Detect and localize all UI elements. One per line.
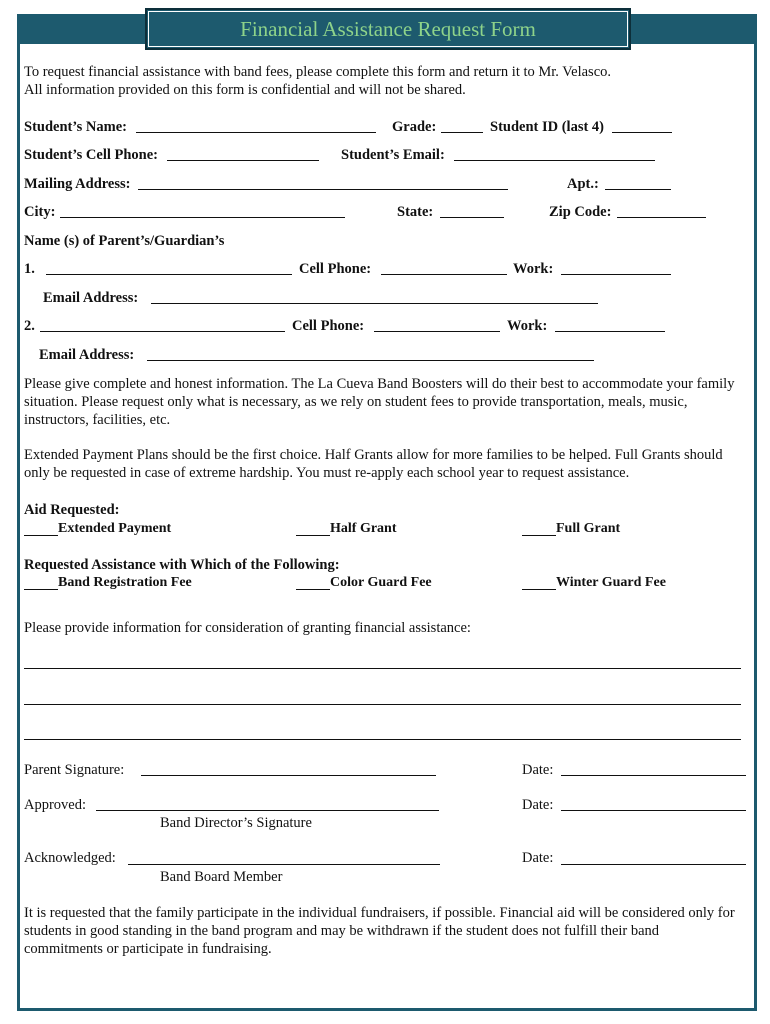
approved-label: Approved: bbox=[24, 797, 87, 813]
consideration-line-2[interactable] bbox=[24, 704, 741, 705]
aid-extended-label: Extended Payment bbox=[58, 521, 172, 536]
acknowledged-signature-field[interactable] bbox=[128, 864, 440, 865]
fee-winterguard-blank[interactable] bbox=[522, 589, 556, 590]
guardian-2-work-label: Work: bbox=[507, 318, 548, 334]
consideration-line-3[interactable] bbox=[24, 739, 741, 740]
acknowledged-label: Acknowledged: bbox=[24, 850, 116, 866]
parent-date-label: Date: bbox=[522, 762, 554, 778]
guardian-2-work-field[interactable] bbox=[555, 331, 665, 332]
student-cell-field[interactable] bbox=[167, 160, 319, 161]
intro-line-1: To request financial assistance with band fees, please complete this form and return it to Mr. Velasco. bbox=[24, 64, 612, 80]
guardian-1-work-label: Work: bbox=[513, 261, 554, 277]
approved-date-label: Date: bbox=[522, 797, 554, 813]
student-email-field[interactable] bbox=[454, 160, 655, 161]
apt-field[interactable] bbox=[605, 189, 671, 190]
grade-label: Grade: bbox=[392, 119, 437, 135]
title-box bbox=[145, 8, 631, 50]
acknowledged-date-field[interactable] bbox=[561, 864, 746, 865]
aid-full-label: Full Grant bbox=[556, 521, 621, 536]
guardian-2-email-field[interactable] bbox=[147, 360, 594, 361]
mailing-address-field[interactable] bbox=[138, 189, 508, 190]
parent-signature-label: Parent Signature: bbox=[24, 762, 125, 778]
guardian-2-cell-field[interactable] bbox=[374, 331, 500, 332]
form-title: Financial Assistance Request Form bbox=[240, 16, 536, 41]
guardian-2-name-field[interactable] bbox=[40, 331, 285, 332]
acknowledged-caption: Band Board Member bbox=[160, 869, 283, 885]
guardian-1-work-field[interactable] bbox=[561, 274, 671, 275]
approved-date-field[interactable] bbox=[561, 810, 746, 811]
state-label: State: bbox=[397, 204, 434, 220]
fee-band-label: Band Registration Fee bbox=[58, 575, 192, 590]
fee-colorguard-label: Color Guard Fee bbox=[330, 575, 432, 590]
acknowledged-date-label: Date: bbox=[522, 850, 554, 866]
student-id-field[interactable] bbox=[612, 132, 672, 133]
info-paragraph-1: Please give complete and honest information. The La Cueva Band Boosters will do their best to accommodate your family situation. Please request only what is necessary, as we rely on student fees to provide transportation, meals, music, instructors, facilities, etc. bbox=[24, 376, 735, 428]
guardian-2-number: 2. bbox=[24, 318, 35, 334]
fees-heading: Requested Assistance with Which of the Following: bbox=[24, 557, 340, 573]
apt-label: Apt.: bbox=[567, 176, 599, 192]
grade-field[interactable] bbox=[441, 132, 483, 133]
footer-paragraph: It is requested that the family participate in the individual fundraisers, if possible. Financial aid will be considered only for students in good standing in the band program and may be withdrawn if the student does not fulfill their band commitments or participate in fundraising. bbox=[24, 905, 735, 957]
student-email-label: Student’s Email: bbox=[341, 147, 445, 163]
guardian-1-name-field[interactable] bbox=[46, 274, 292, 275]
consideration-prompt: Please provide information for consideration of granting financial assistance: bbox=[24, 620, 471, 636]
student-name-field[interactable] bbox=[136, 132, 376, 133]
aid-extended-blank[interactable] bbox=[24, 535, 58, 536]
city-label: City: bbox=[24, 204, 56, 220]
intro-line-2: All information provided on this form is confidential and will not be shared. bbox=[24, 82, 466, 98]
city-field[interactable] bbox=[60, 217, 345, 218]
parent-date-field[interactable] bbox=[561, 775, 746, 776]
aid-full-blank[interactable] bbox=[522, 535, 556, 536]
approved-caption: Band Director’s Signature bbox=[160, 815, 312, 831]
guardian-1-cell-label: Cell Phone: bbox=[299, 261, 372, 277]
student-cell-label: Student’s Cell Phone: bbox=[24, 147, 158, 163]
zip-label: Zip Code: bbox=[549, 204, 612, 220]
mailing-address-label: Mailing Address: bbox=[24, 176, 131, 192]
guardians-heading: Name (s) of Parent’s/Guardian’s bbox=[24, 233, 225, 249]
guardian-2-cell-label: Cell Phone: bbox=[292, 318, 365, 334]
student-id-label: Student ID (last 4) bbox=[490, 119, 604, 135]
zip-field[interactable] bbox=[617, 217, 706, 218]
aid-half-blank[interactable] bbox=[296, 535, 330, 536]
fee-band-blank[interactable] bbox=[24, 589, 58, 590]
fee-winterguard-label: Winter Guard Fee bbox=[556, 575, 666, 590]
guardian-1-cell-field[interactable] bbox=[381, 274, 507, 275]
state-field[interactable] bbox=[440, 217, 504, 218]
student-name-label: Student’s Name: bbox=[24, 119, 127, 135]
fee-colorguard-blank[interactable] bbox=[296, 589, 330, 590]
parent-signature-field[interactable] bbox=[141, 775, 436, 776]
guardian-1-email-field[interactable] bbox=[151, 303, 598, 304]
aid-half-label: Half Grant bbox=[330, 521, 397, 536]
info-paragraph-2: Extended Payment Plans should be the first choice. Half Grants allow for more families to be helped. Full Grants should only be requested in case of extreme hardship. You must re-apply each school year to request assistance. bbox=[24, 447, 723, 481]
guardian-1-email-label: Email Address: bbox=[43, 290, 139, 306]
approved-signature-field[interactable] bbox=[96, 810, 439, 811]
guardian-1-number: 1. bbox=[24, 261, 35, 277]
aid-heading: Aid Requested: bbox=[24, 502, 120, 518]
guardian-2-email-label: Email Address: bbox=[39, 347, 135, 363]
consideration-line-1[interactable] bbox=[24, 668, 741, 669]
